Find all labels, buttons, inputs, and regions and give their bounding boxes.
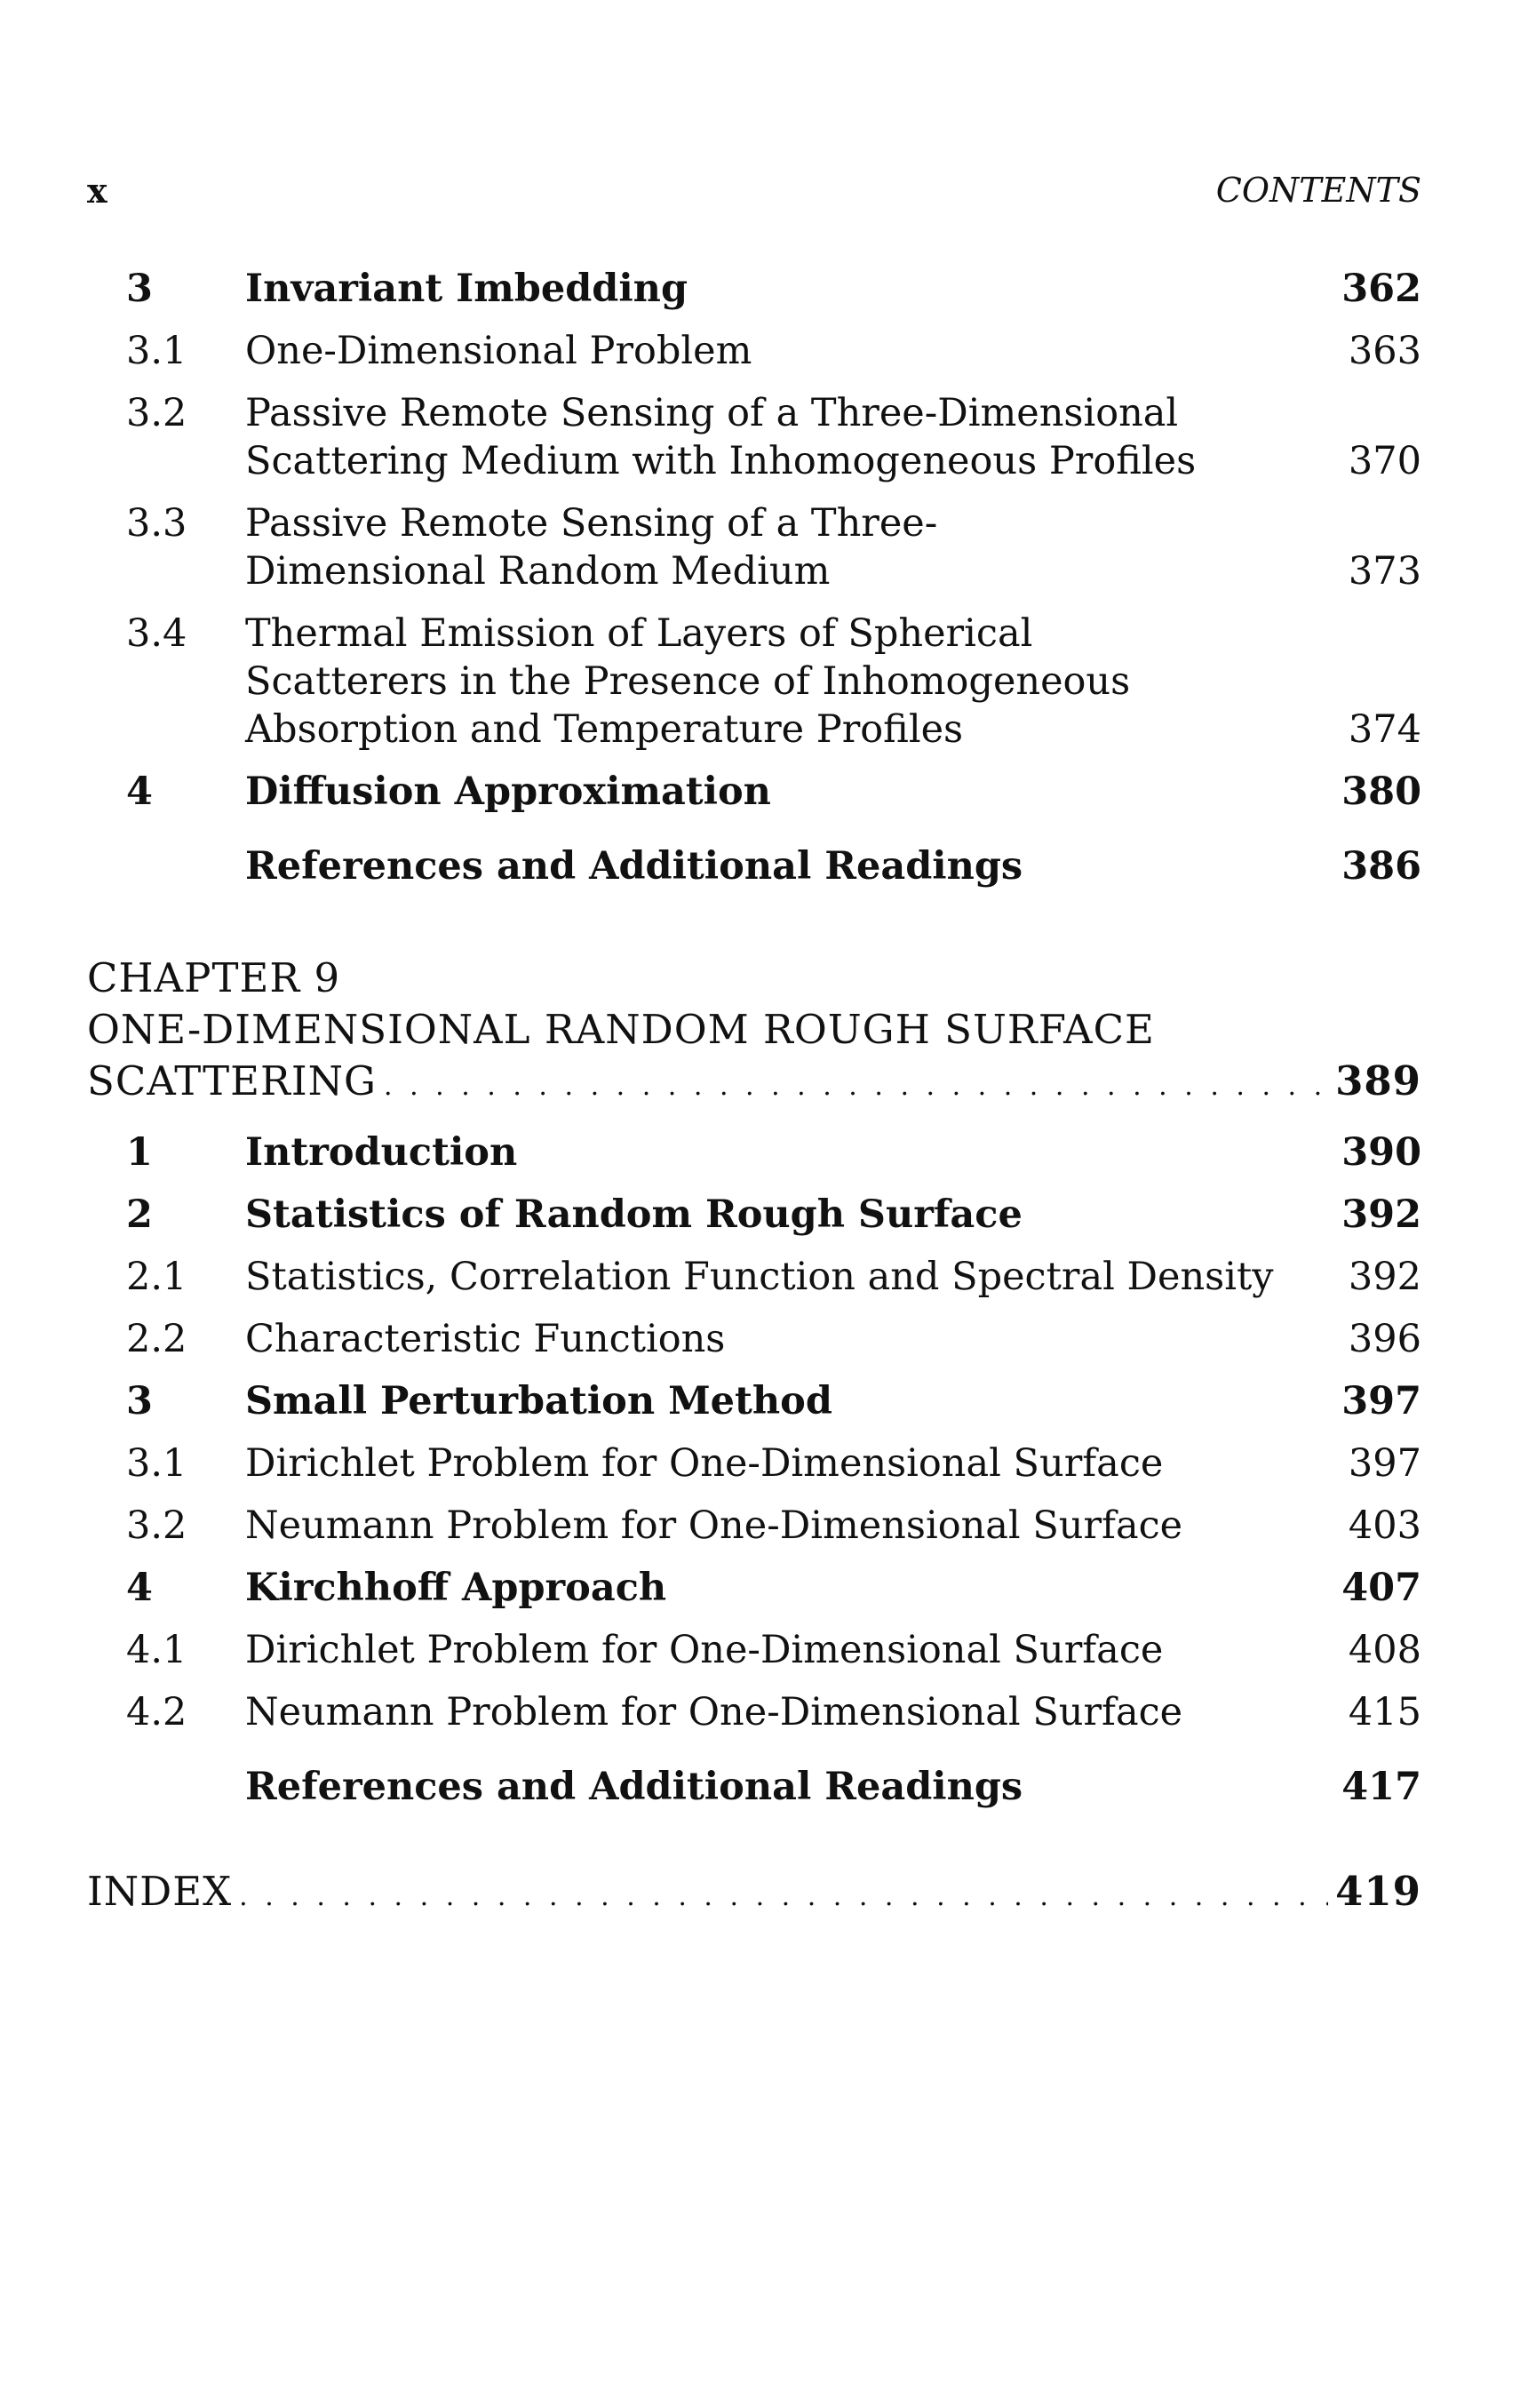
page-number: 396	[1348, 1317, 1421, 1361]
running-head	[87, 171, 1421, 215]
index-label: INDEX	[87, 1868, 233, 1915]
section-title: Thermal Emission of Layers of Spherical Scatterers in the Presence of Inhomogeneous Absorption and Temperature Profiles	[245, 611, 1131, 752]
section-title: Passive Remote Sensing of a Three-Dimensional Scattering Medium with Inhomogeneous Profiles	[245, 391, 1197, 483]
chapter-title-line: SCATTERING	[87, 1057, 377, 1104]
section-number: 2	[126, 1192, 153, 1237]
toc-entry[interactable]	[87, 1626, 1421, 1674]
index-page-number: 419	[1335, 1868, 1421, 1915]
running-title: CONTENTS	[1215, 171, 1421, 210]
toc-entry[interactable]	[87, 1377, 1421, 1425]
chapter-title-line: ONE-DIMENSIONAL RANDOM ROUGH SURFACE	[87, 1006, 1155, 1053]
section-number: 4.1	[126, 1628, 187, 1672]
toc-references[interactable]	[87, 1763, 1421, 1811]
page-number: 392	[1341, 1192, 1421, 1237]
page-number: 392	[1348, 1255, 1421, 1299]
dot-leader	[239, 1871, 1328, 1923]
index-leader	[87, 1866, 1421, 1923]
page-number: 408	[1348, 1628, 1421, 1672]
section-number: 3	[126, 1379, 153, 1423]
section-number: 1	[126, 1130, 153, 1175]
toc-entry[interactable]	[87, 1315, 1421, 1363]
section-number: 3	[126, 267, 153, 311]
page-number: 363	[1348, 329, 1421, 373]
page-number: 380	[1341, 769, 1421, 814]
section-title: Kirchhoff Approach	[245, 1566, 667, 1610]
section-number: 4	[126, 769, 153, 814]
page-number: 374	[1348, 707, 1421, 752]
page-number: 397	[1341, 1379, 1421, 1423]
section-number: 3.4	[126, 611, 187, 656]
page-number: 362	[1341, 267, 1421, 311]
toc-entry[interactable]	[87, 1191, 1421, 1239]
section-number: 3.1	[126, 1441, 187, 1486]
section-title: Small Perturbation Method	[245, 1379, 832, 1423]
page-number: 403	[1348, 1503, 1421, 1548]
section-title: Introduction	[245, 1130, 518, 1175]
section-title: Invariant Imbedding	[245, 267, 688, 311]
chapter-label: CHAPTER 9	[87, 954, 341, 1001]
toc-entry[interactable]	[87, 610, 1421, 753]
references-title: References and Additional Readings	[245, 844, 1023, 889]
page-number: 415	[1348, 1690, 1421, 1734]
section-number: 3.1	[126, 329, 187, 373]
page-number: 417	[1341, 1765, 1421, 1809]
toc-entry[interactable]	[87, 1128, 1421, 1176]
toc-entry[interactable]	[87, 389, 1421, 485]
page-number: 370	[1348, 439, 1421, 483]
references-title: References and Additional Readings	[245, 1765, 1023, 1809]
section-title: Dirichlet Problem for One-Dimensional Surface	[245, 1441, 1164, 1486]
section-title: One-Dimensional Problem	[245, 329, 752, 373]
page-number: 407	[1341, 1566, 1421, 1610]
section-title: Characteristic Functions	[245, 1317, 726, 1361]
toc-part1	[87, 265, 1421, 890]
page-number: 397	[1348, 1441, 1421, 1486]
dot-leader	[384, 1061, 1328, 1112]
chapter-title-leader	[87, 1056, 1421, 1112]
index-entry[interactable]	[87, 1866, 1421, 1923]
section-number: 2.2	[126, 1317, 187, 1361]
section-number: 3.2	[126, 391, 187, 435]
section-title: Neumann Problem for One-Dimensional Surface	[245, 1503, 1183, 1548]
toc-entry[interactable]	[87, 499, 1421, 595]
toc-entry[interactable]	[87, 1253, 1421, 1301]
section-title: Dirichlet Problem for One-Dimensional Surface	[245, 1628, 1164, 1672]
toc-entry[interactable]	[87, 265, 1421, 313]
toc-chapter9	[87, 1128, 1421, 1811]
page-number: 390	[1341, 1130, 1421, 1175]
toc-entry[interactable]	[87, 1688, 1421, 1736]
section-title: Statistics of Random Rough Surface	[245, 1192, 1023, 1237]
toc-entry[interactable]	[87, 1439, 1421, 1487]
toc-entry[interactable]	[87, 1564, 1421, 1612]
section-number: 4	[126, 1566, 153, 1610]
section-title: Diffusion Approximation	[245, 769, 771, 814]
toc-references[interactable]	[87, 842, 1421, 890]
section-number: 3.3	[126, 501, 187, 546]
page-number: 386	[1341, 844, 1421, 889]
section-title: Statistics, Correlation Function and Spectral Density	[245, 1255, 1274, 1299]
toc-entry[interactable]	[87, 327, 1421, 375]
page-number: 373	[1348, 549, 1421, 594]
chapter-page-number: 389	[1335, 1057, 1421, 1104]
toc-entry[interactable]	[87, 1502, 1421, 1550]
section-number: 2.1	[126, 1255, 187, 1299]
section-title: Neumann Problem for One-Dimensional Surface	[245, 1690, 1183, 1734]
section-number: 3.2	[126, 1503, 187, 1548]
chapter-heading[interactable]	[87, 953, 1421, 1112]
section-title: Passive Remote Sensing of a Three-Dimensional Random Medium	[245, 501, 938, 594]
page-folio: x	[87, 171, 107, 211]
section-number: 4.2	[126, 1690, 187, 1734]
toc-entry[interactable]	[87, 768, 1421, 816]
